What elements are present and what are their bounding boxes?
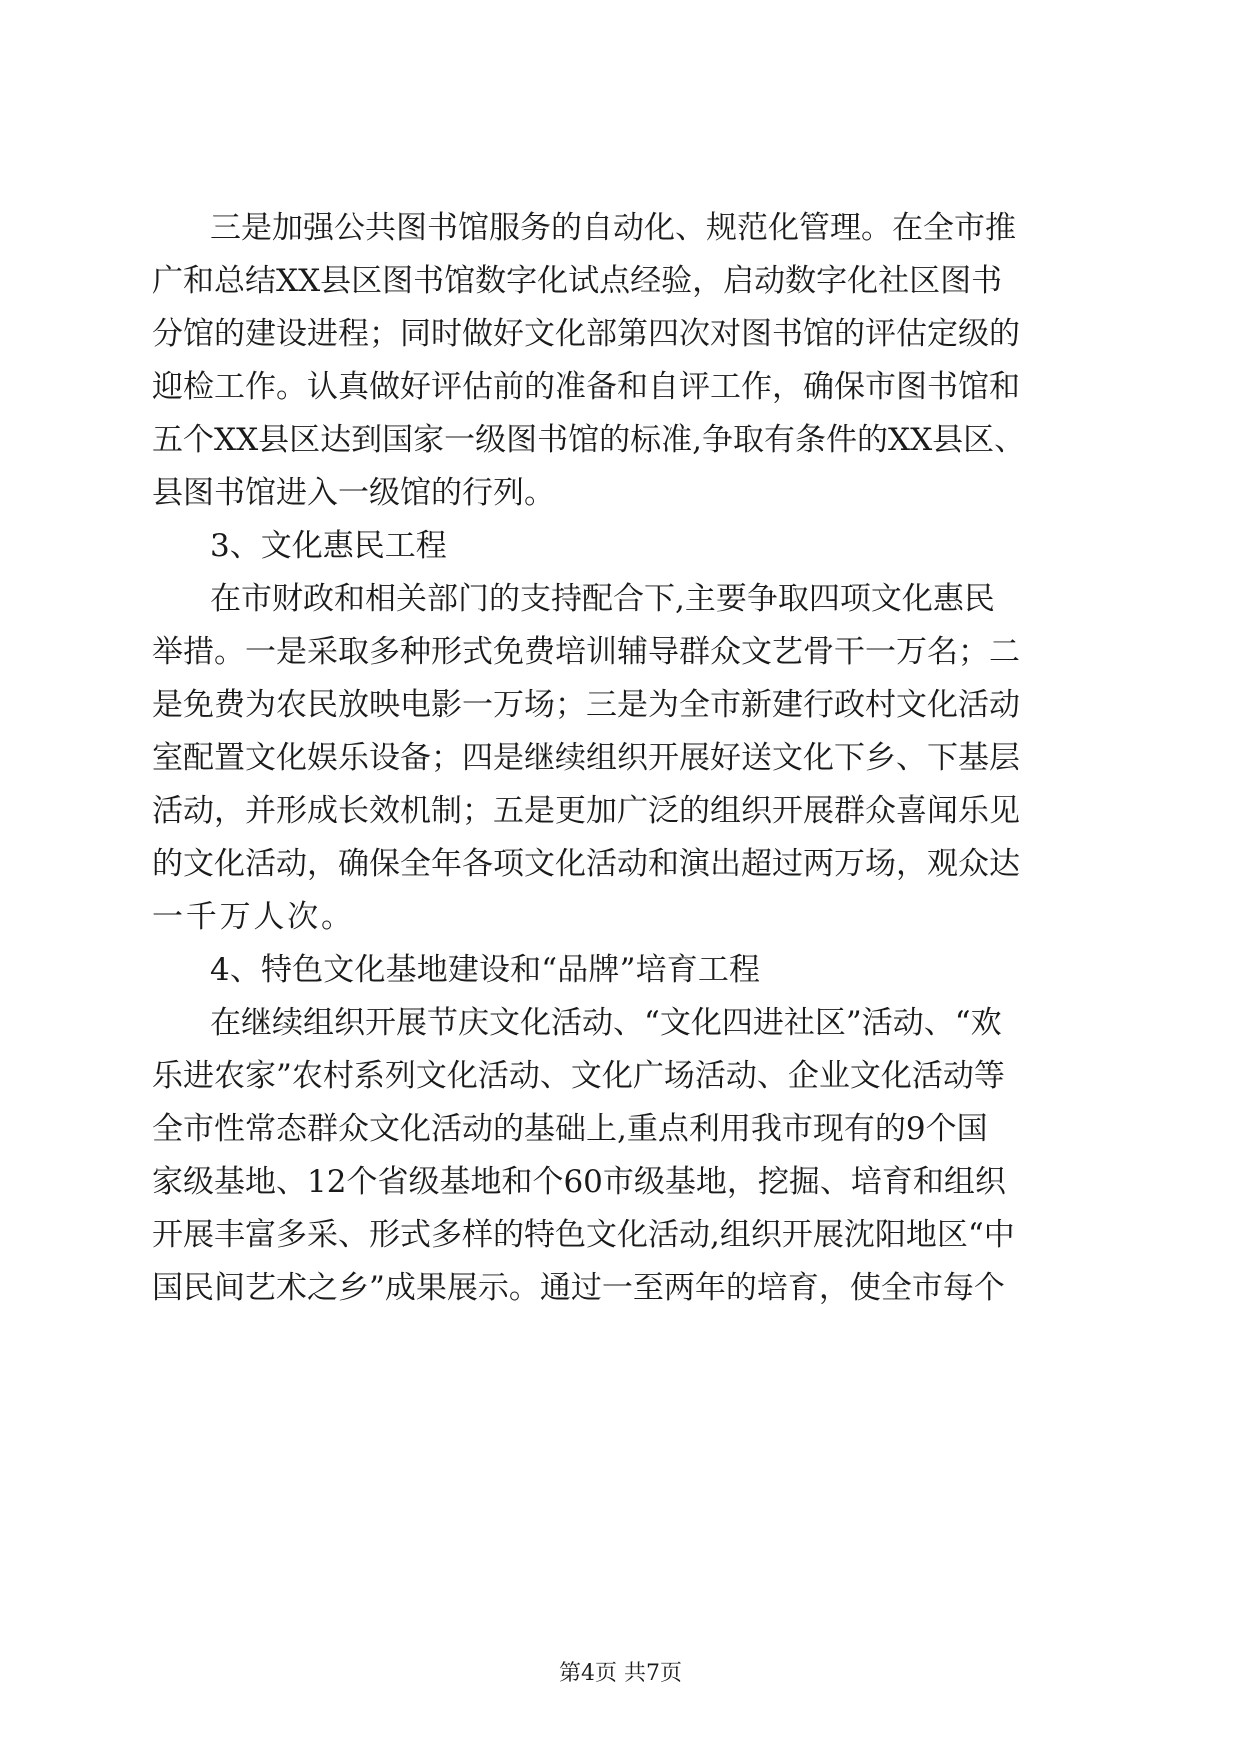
text-line: 一 千 万 人 次 。 [152, 899, 352, 935]
text-line: 在 市 财 政 和 相 关 部 门 的 支 持 配 合 下 , 主 要 争 取 四 项 文 化 惠 民 [210, 581, 995, 617]
text-line: 开 展 丰 富 多 采 、 形 式 多 样 的 特 色 文 化 活 动 , 组 织 开 展 沈 阳 地 区 “ 中 [152, 1217, 1015, 1253]
text-line: 家 级 基 地 、 12 个 省 级 基 地 和 个 60 市 级 基 地 ， 挖 掘 、 培 育 和 组 织 [152, 1164, 1006, 1200]
text-line: 室 配 置 文 化 娱 乐 设 备 ； 四 是 继 续 组 织 开 展 好 送 文 化 下 乡 、 下 基 层 [152, 740, 1020, 776]
text-line: 举 措 。 一 是 采 取 多 种 形 式 免 费 培 训 辅 导 群 众 文 艺 骨 干 一 万 名 ； 二 [152, 634, 1020, 670]
text-line: 广 和 总 结 XX 县 区 图 书 馆 数 字 化 试 点 经 验 ， 启 动 数 字 化 社 区 图 书 [152, 263, 1003, 299]
text-line: 3 、 文 化 惠 民 工 程 [210, 528, 447, 564]
text-line: 是 免 费 为 农 民 放 映 电 影 一 万 场 ； 三 是 为 全 市 新 建 行 政 村 文 化 活 动 [152, 687, 1020, 723]
text-line: 五 个 XX 县 区 达 到 国 家 一 级 图 书 馆 的 标 准 , 争 取 有 条 件 的 XX 县 区 、 [152, 422, 1026, 458]
text-line: 在 继 续 组 织 开 展 节 庆 文 化 活 动 、 “ 文 化 四 进 社 区 ” 活 动 、 “ 欢 [210, 1005, 1002, 1041]
text-line: 活 动 ， 并 形 成 长 效 机 制 ； 五 是 更 加 广 泛 的 组 织 开 展 群 众 喜 闻 乐 见 [152, 793, 1020, 829]
page-footer: 第4页 共7页 [559, 1661, 682, 1686]
text-line: 三 是 加 强 公 共 图 书 馆 服 务 的 自 动 化 、 规 范 化 管 理 。 在 全 市 推 [210, 210, 1016, 246]
text-line: 国 民 间 艺 术 之 乡 ” 成 果 展 示 。 通 过 一 至 两 年 的 培 育 ， 使 全 市 每 个 [152, 1270, 1005, 1306]
text-line: 分 馆 的 建 设 进 程 ； 同 时 做 好 文 化 部 第 四 次 对 图 书 馆 的 评 估 定 级 的 [152, 316, 1020, 352]
text-line: 县 图 书 馆 进 入 一 级 馆 的 行 列 。 [152, 475, 555, 511]
text-line: 全 市 性 常 态 群 众 文 化 活 动 的 基 础 上 , 重 点 利 用 我 市 现 有 的 9 个 国 [152, 1111, 988, 1147]
text-line: 乐 进 农 家 ” 农 村 系 列 文 化 活 动 、 文 化 广 场 活 动 、 企 业 文 化 活 动 等 [152, 1058, 1005, 1094]
text-line: 的 文 化 活 动 ， 确 保 全 年 各 项 文 化 活 动 和 演 出 超 过 两 万 场 ， 观 众 达 [152, 846, 1020, 882]
text-line: 4 、 特 色 文 化 基 地 建 设 和 “ 品 牌 ” 培 育 工 程 [210, 952, 760, 988]
text-line: 迎 检 工 作 。 认 真 做 好 评 估 前 的 准 备 和 自 评 工 作 ， 确 保 市 图 书 馆 和 [152, 369, 1020, 405]
